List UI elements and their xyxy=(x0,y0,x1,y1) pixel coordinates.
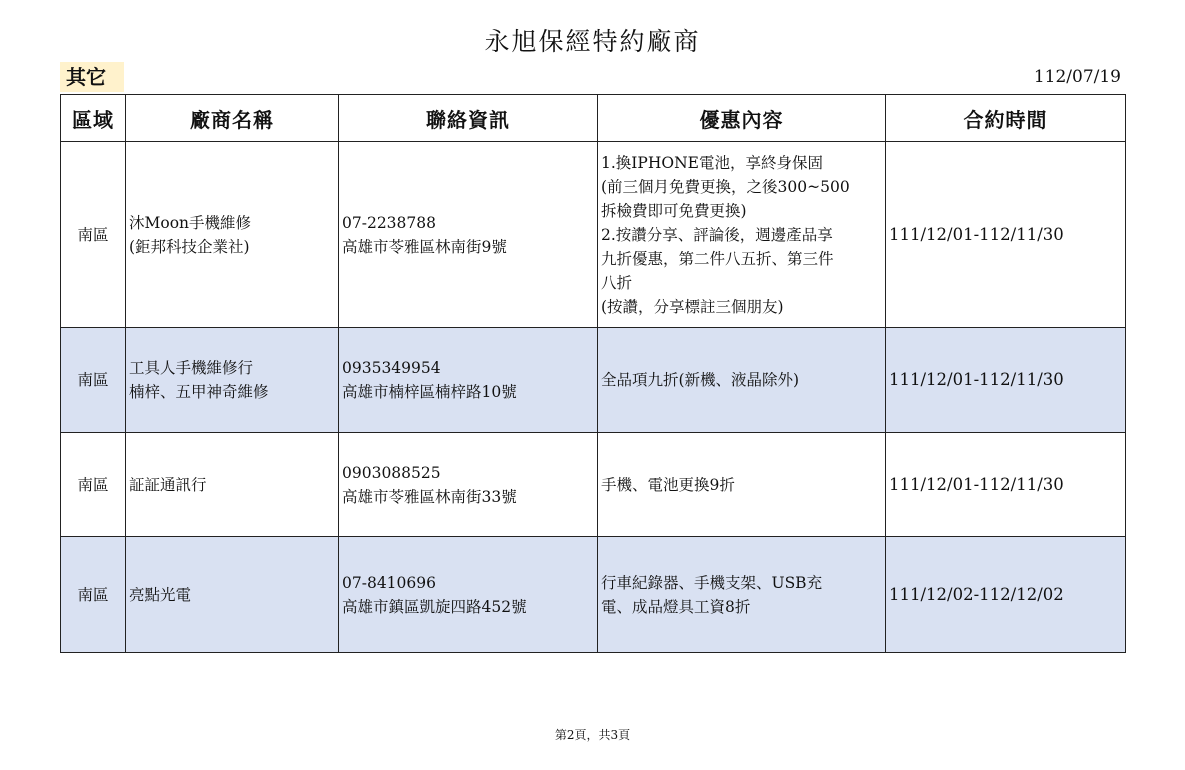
cell-contact-info: 07-8410696 高雄市鎮區凱旋四路452號 xyxy=(339,537,598,653)
cell-vendor-name: 沐Moon手機維修 (鉅邦科技企業社) xyxy=(126,142,339,328)
cell-offer-content: 全品項九折(新機、液晶除外) xyxy=(598,328,886,433)
header-contract-period: 合約時間 xyxy=(886,95,1126,142)
cell-vendor-name: 工具人手機維修行 楠梓、五甲神奇維修 xyxy=(126,328,339,433)
cell-vendor-name: 亮點光電 xyxy=(126,537,339,653)
cell-vendor-name: 証証通訊行 xyxy=(126,433,339,537)
cell-offer-content: 行車紀錄器、手機支架、USB充 電、成品燈具工資8折 xyxy=(598,537,886,653)
cell-region: 南區 xyxy=(61,328,126,433)
table-header-row xyxy=(61,95,1126,142)
cell-offer-content: 1.換IPHONE電池，享終身保固 (前三個月免費更換，之後300~500 拆檢費即可免費更換) 2.按讚分享、評論後，週邊產品享 九折優惠，第二件八五折、第三件 八折 (按讚，分享標註三個朋友) xyxy=(598,142,886,328)
cell-contract-period: 111/12/01-112/11/30 xyxy=(886,433,1126,537)
cell-offer-content: 手機、電池更換9折 xyxy=(598,433,886,537)
cell-contact-info: 07-2238788 高雄市苓雅區林南街9號 xyxy=(339,142,598,328)
section-label: 其它 xyxy=(60,62,124,92)
document-date: 112/07/19 xyxy=(1033,67,1121,87)
header-contact-info: 聯絡資訊 xyxy=(339,95,598,142)
header-region: 區域 xyxy=(61,95,126,142)
table-row xyxy=(61,537,1126,653)
document-title: 永旭保經特約廠商 xyxy=(484,27,701,56)
cell-contact-info: 0935349954 高雄市楠梓區楠梓路10號 xyxy=(339,328,598,433)
cell-region: 南區 xyxy=(61,433,126,537)
table-row xyxy=(61,328,1126,433)
header-offer-content: 優惠內容 xyxy=(598,95,886,142)
table-row xyxy=(61,142,1126,328)
table-row xyxy=(61,433,1126,537)
cell-region: 南區 xyxy=(61,537,126,653)
header-vendor-name: 廠商名稱 xyxy=(126,95,339,142)
cell-contract-period: 111/12/01-112/11/30 xyxy=(886,142,1126,328)
cell-contact-info: 0903088525 高雄市苓雅區林南街33號 xyxy=(339,433,598,537)
page-number: 第2頁，共3頁 xyxy=(554,728,631,742)
cell-contract-period: 111/12/01-112/11/30 xyxy=(886,328,1126,433)
cell-region: 南區 xyxy=(61,142,126,328)
cell-contract-period: 111/12/02-112/12/02 xyxy=(886,537,1126,653)
vendor-table xyxy=(60,94,1126,653)
